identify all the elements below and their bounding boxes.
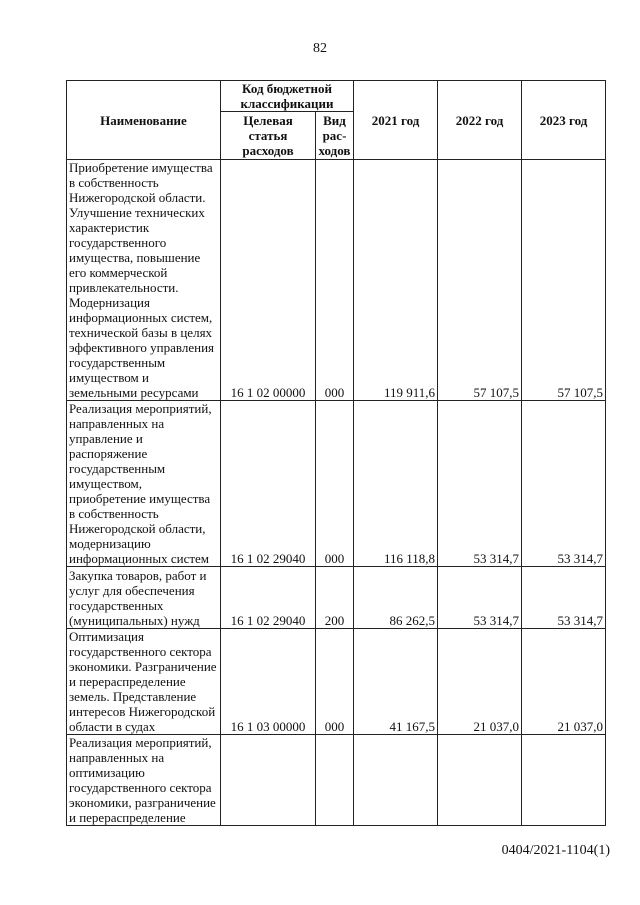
table-row [67,401,606,567]
document-code: 0404/2021-1104(1) [501,843,610,858]
row-target-article [221,735,316,826]
row-value-2022 [438,735,522,826]
row-value-2021: 86 262,5 [354,567,438,629]
row-expense-type: 000 [316,401,354,567]
col-header-target-article: Целевая статья расходов [221,112,316,160]
col-header-expense-type: Вид рас-ходов [316,112,354,160]
table-header-row [67,81,606,112]
row-target-article: 16 1 02 29040 [221,401,316,567]
row-name: Оптимизация государственного сектора экономики. Разграничение и перераспределение земель. Представление интересов Нижегородской области в судах [67,629,221,735]
page-number: 82 [313,41,327,56]
col-header-name: Наименование [67,81,221,160]
row-value-2022: 53 314,7 [438,401,522,567]
row-value-2022: 57 107,5 [438,160,522,401]
table-row [67,735,606,826]
table-row [67,160,606,401]
row-expense-type: 200 [316,567,354,629]
row-value-2023: 21 037,0 [522,629,606,735]
row-value-2022: 21 037,0 [438,629,522,735]
row-name: Закупка товаров, работ и услуг для обеспечения государственных (муниципальных) нужд [67,567,221,629]
row-value-2021: 119 911,6 [354,160,438,401]
row-value-2021: 41 167,5 [354,629,438,735]
row-value-2023: 57 107,5 [522,160,606,401]
col-header-2023: 2023 год [522,81,606,160]
row-target-article: 16 1 02 00000 [221,160,316,401]
row-value-2022: 53 314,7 [438,567,522,629]
row-name: Реализация мероприятий, направленных на управление и распоряжение государственным имуществом, приобретение имущества в собственность Нижегородской области, модернизацию информационных систем [67,401,221,567]
row-expense-type: 000 [316,629,354,735]
row-name: Реализация мероприятий, направленных на оптимизацию государственного сектора экономики, разграничение и перераспределение [67,735,221,826]
row-target-article: 16 1 03 00000 [221,629,316,735]
row-value-2023 [522,735,606,826]
table-row [67,567,606,629]
row-value-2023: 53 314,7 [522,567,606,629]
row-expense-type: 000 [316,160,354,401]
col-header-2022: 2022 год [438,81,522,160]
row-value-2023: 53 314,7 [522,401,606,567]
row-name: Приобретение имущества в собственность Нижегородской области. Улучшение технических характеристик государственного имущества, повышение его коммерческой привлекательности. Модернизация информационных систем, технической базы в целях эффективного управления государственным имуществом и земельными ресурсами [67,160,221,401]
row-target-article: 16 1 02 29040 [221,567,316,629]
table-row [67,629,606,735]
row-expense-type [316,735,354,826]
row-value-2021: 116 118,8 [354,401,438,567]
budget-table [66,80,606,826]
row-value-2021 [354,735,438,826]
col-header-2021: 2021 год [354,81,438,160]
col-header-code-group: Код бюджетной классификации [221,81,354,112]
